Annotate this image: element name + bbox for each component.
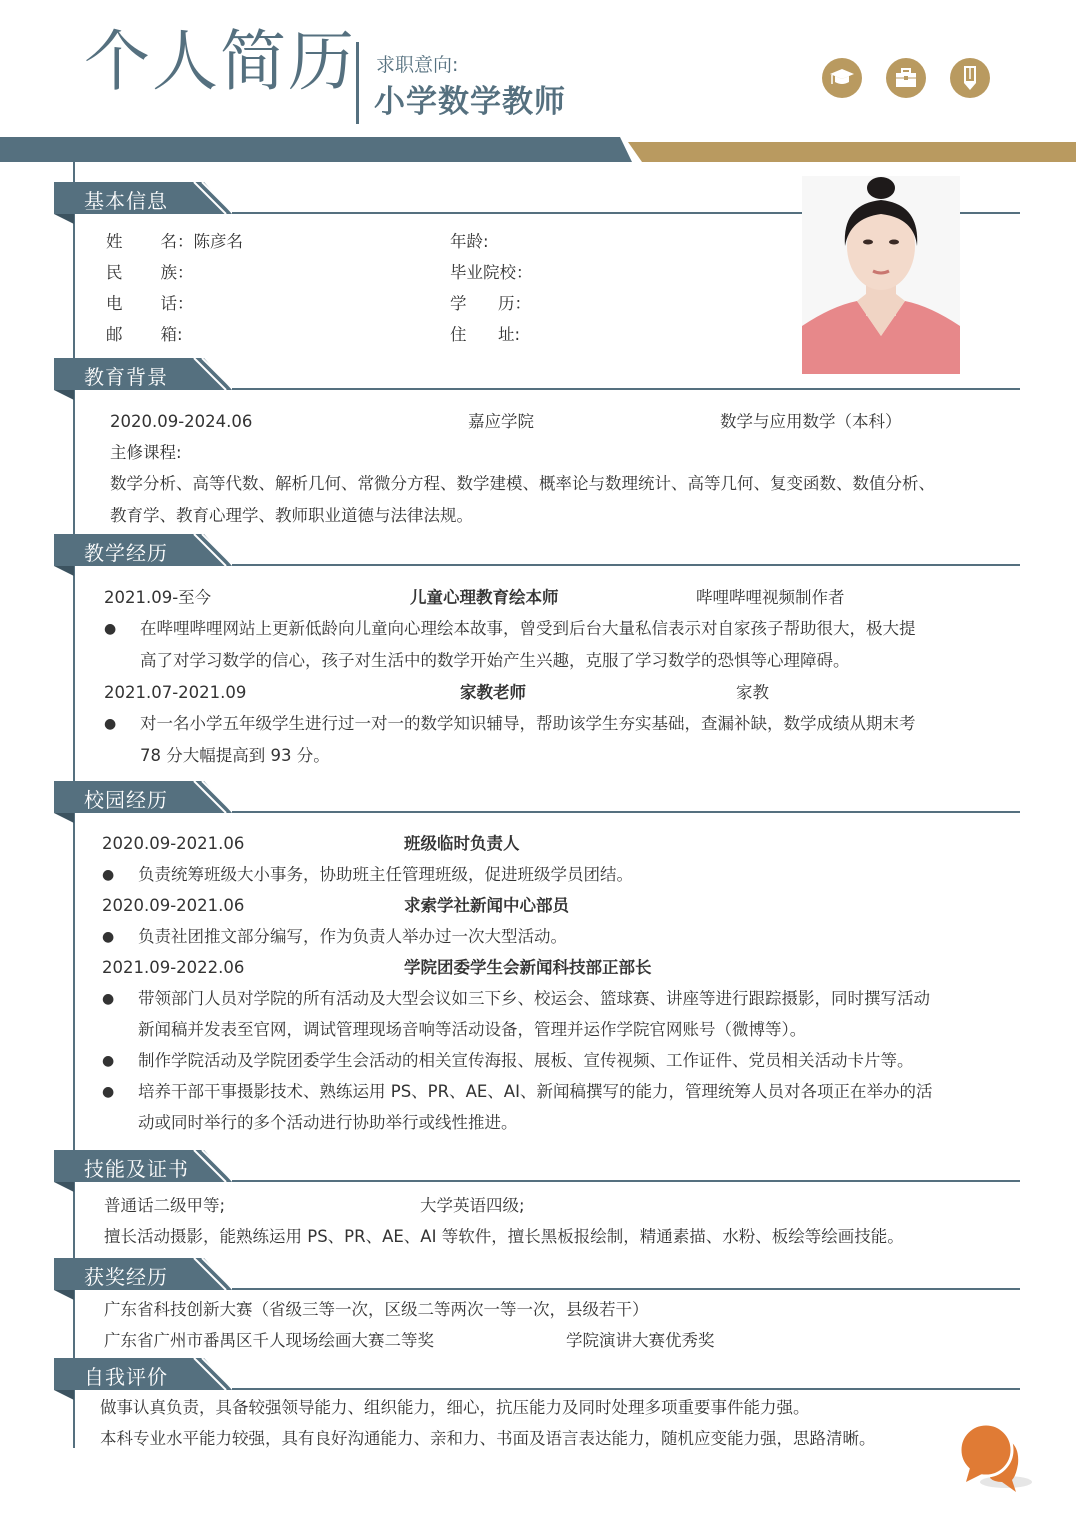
info-label: 话： xyxy=(160,294,194,313)
section-header-skills xyxy=(54,1150,1034,1182)
section-stripes xyxy=(188,1258,236,1290)
section-stripes xyxy=(188,534,236,566)
self-eval-line: 本科专业水平能力较强，具有良好沟通能力、亲和力、书面及语言表达能力，随机应变能力强，思路清晰。 xyxy=(100,1429,876,1448)
header-band-blue xyxy=(0,137,632,162)
info-label: 族： xyxy=(160,263,194,282)
campus-period: 2021.09-2022.06 xyxy=(102,958,245,977)
job-intention-label: 求职意向: xyxy=(376,54,459,76)
bullet-icon: ● xyxy=(102,1084,115,1100)
resume-title: 个人简历 xyxy=(84,23,356,100)
section-stripes xyxy=(188,1150,236,1182)
section-line xyxy=(232,1388,1020,1390)
campus-desc-line: 带领部门人员对学院的所有活动及大型会议如三下乡、校运会、篮球赛、讲座等进行跟踪摄影，同时撰写活动 xyxy=(138,989,930,1008)
section-header-teaching xyxy=(54,534,1034,566)
edu-school: 嘉应学院 xyxy=(468,412,534,431)
job-intention-value: 小学数学教师 xyxy=(374,84,566,120)
edu-major: 数学与应用数学（本科） xyxy=(720,412,902,431)
section-line xyxy=(232,564,1020,566)
section-title: 校园经历 xyxy=(84,788,168,812)
skill-cert: 大学英语四级; xyxy=(420,1196,525,1215)
campus-period: 2020.09-2021.06 xyxy=(102,834,245,853)
award-line: 广东省广州市番禺区千人现场绘画大赛二等奖 xyxy=(104,1331,434,1350)
edu-courses-line: 教育学、教育心理学、教师职业道德与法律法规。 xyxy=(110,506,473,525)
teaching-org: 哔哩哔哩视频制作者 xyxy=(696,588,845,607)
info-label: 年龄: xyxy=(450,232,489,251)
title-divider xyxy=(356,42,359,124)
profile-photo xyxy=(802,176,960,374)
section-tab-fold xyxy=(54,1182,74,1192)
info-label: 住 址: xyxy=(450,325,521,344)
section-title: 自我评价 xyxy=(84,1365,168,1389)
briefcase-icon xyxy=(886,58,926,98)
section-stripes xyxy=(188,781,236,813)
bullet-icon: ● xyxy=(104,716,117,732)
campus-desc-line: 培养干部干事摄影技术、熟练运用 PS、PR、AE、AI、新闻稿撰写的能力，管理统筹人员对各项正在举办的活 xyxy=(138,1082,933,1101)
bullet-icon: ● xyxy=(102,991,115,1007)
teaching-desc-line: 高了对学习数学的信心，孩子对生活中的数学开始产生兴趣，克服了学习数学的恐惧等心理障碍。 xyxy=(140,651,850,670)
bullet-icon: ● xyxy=(102,867,115,883)
section-header-awards xyxy=(54,1258,1034,1290)
info-row-name xyxy=(106,231,243,253)
campus-desc-line: 动或同时举行的多个活动进行协助举行或线性推进。 xyxy=(138,1113,518,1132)
bullet-icon: ● xyxy=(104,621,117,637)
campus-desc-line: 负责统筹班级大小事务，协助班主任管理班级，促进班级学员团结。 xyxy=(138,865,633,884)
section-header-self xyxy=(54,1358,1034,1390)
section-tab-fold xyxy=(54,1290,74,1300)
section-line xyxy=(232,388,1020,390)
edu-courses-line: 数学分析、高等代数、解析几何、常微分方程、数学建模、概率论与数理统计、高等几何、复变函数、数值分析、 xyxy=(110,474,935,493)
teaching-period: 2021.09-至今 xyxy=(104,588,212,607)
teaching-desc-line: 78 分大幅提高到 93 分。 xyxy=(140,746,330,765)
teaching-org: 家教 xyxy=(736,683,769,702)
award-line: 广东省科技创新大赛（省级三等一次，区级二等两次一等一次，县级若干） xyxy=(104,1300,649,1319)
section-tab-fold xyxy=(54,390,74,400)
skill-description: 擅长活动摄影，能熟练运用 PS、PR、AE、AI 等软件，擅长黑板报绘制，精通素描、水粉、板绘等绘画技能。 xyxy=(104,1227,904,1246)
info-label: 毕业院校： xyxy=(450,263,533,282)
skill-cert: 普通话二级甲等; xyxy=(104,1196,226,1215)
graduation-cap-icon xyxy=(822,58,862,98)
teaching-desc-line: 在哔哩哔哩网站上更新低龄向儿童向心理绘本故事，曾受到后台大量私信表示对自家孩子帮助很大，极大提 xyxy=(140,619,916,638)
info-label: 学 历： xyxy=(450,294,531,313)
campus-desc-line: 制作学院活动及学院团委学生会活动的相关宣传海报、展板、宣传视频、工作证件、党员相关活动卡片等。 xyxy=(138,1051,914,1070)
section-tab-fold xyxy=(54,566,74,576)
speech-bubbles-icon xyxy=(954,1420,1044,1500)
info-label: 名： xyxy=(160,232,194,251)
info-row-address xyxy=(450,324,520,346)
info-row-degree xyxy=(450,293,531,315)
info-row-email xyxy=(106,324,183,346)
section-tab-fold xyxy=(54,1390,74,1400)
info-label: 箱: xyxy=(160,325,183,344)
section-line xyxy=(232,1180,1020,1182)
campus-role: 求索学社新闻中心部员 xyxy=(404,896,569,915)
campus-desc-line: 负责社团推文部分编写，作为负责人举办过一次大型活动。 xyxy=(138,927,567,946)
section-stripes xyxy=(188,182,236,214)
info-label: 姓 xyxy=(106,232,123,251)
campus-role: 班级临时负责人 xyxy=(404,834,520,853)
info-row-age xyxy=(450,231,489,253)
teaching-role: 家教老师 xyxy=(460,683,526,702)
pencil-icon xyxy=(950,58,990,98)
self-eval-line: 做事认真负责，具备较强领导能力、组织能力，细心，抗压能力及同时处理多项重要事件能力强。 xyxy=(100,1398,810,1417)
award-line: 学院演讲大赛优秀奖 xyxy=(566,1331,715,1350)
info-row-school xyxy=(450,262,533,284)
section-stripes xyxy=(188,1358,236,1390)
section-line xyxy=(232,212,802,214)
section-stripes xyxy=(188,358,236,390)
section-tab-fold xyxy=(54,813,74,823)
section-title: 获奖经历 xyxy=(84,1265,168,1289)
info-label: 邮 xyxy=(106,325,123,344)
bullet-icon: ● xyxy=(102,929,115,945)
teaching-period: 2021.07-2021.09 xyxy=(104,683,247,702)
section-line xyxy=(232,1288,1020,1290)
bullet-icon: ● xyxy=(102,1053,115,1069)
section-line-right xyxy=(960,212,1020,214)
info-row-ethnicity xyxy=(106,262,194,284)
header-band-gold xyxy=(628,142,1076,162)
section-tab-fold xyxy=(54,214,74,224)
edu-period: 2020.09-2024.06 xyxy=(110,412,253,431)
info-label: 民 xyxy=(106,263,123,282)
campus-role: 学院团委学生会新闻科技部正部长 xyxy=(404,958,652,977)
teaching-desc-line: 对一名小学五年级学生进行过一对一的数学知识辅导，帮助该学生夯实基础，查漏补缺，数学成绩从期末考 xyxy=(140,714,916,733)
section-title: 教学经历 xyxy=(84,541,168,565)
section-title: 技能及证书 xyxy=(84,1157,189,1181)
info-row-phone xyxy=(106,293,194,315)
campus-period: 2020.09-2021.06 xyxy=(102,896,245,915)
info-value-name: 陈彦名 xyxy=(193,232,243,251)
edu-courses-label: 主修课程: xyxy=(110,443,182,462)
section-header-education xyxy=(54,358,1034,390)
section-header-campus xyxy=(54,781,1034,813)
teaching-role: 儿童心理教育绘本师 xyxy=(410,588,559,607)
info-label: 电 xyxy=(106,294,123,313)
section-title: 教育背景 xyxy=(84,365,168,389)
campus-desc-line: 新闻稿并发表至官网，调试管理现场音响等活动设备，管理并运作学院官网账号（微博等）。 xyxy=(138,1020,807,1039)
section-title: 基本信息 xyxy=(84,189,168,213)
section-line xyxy=(232,811,1020,813)
